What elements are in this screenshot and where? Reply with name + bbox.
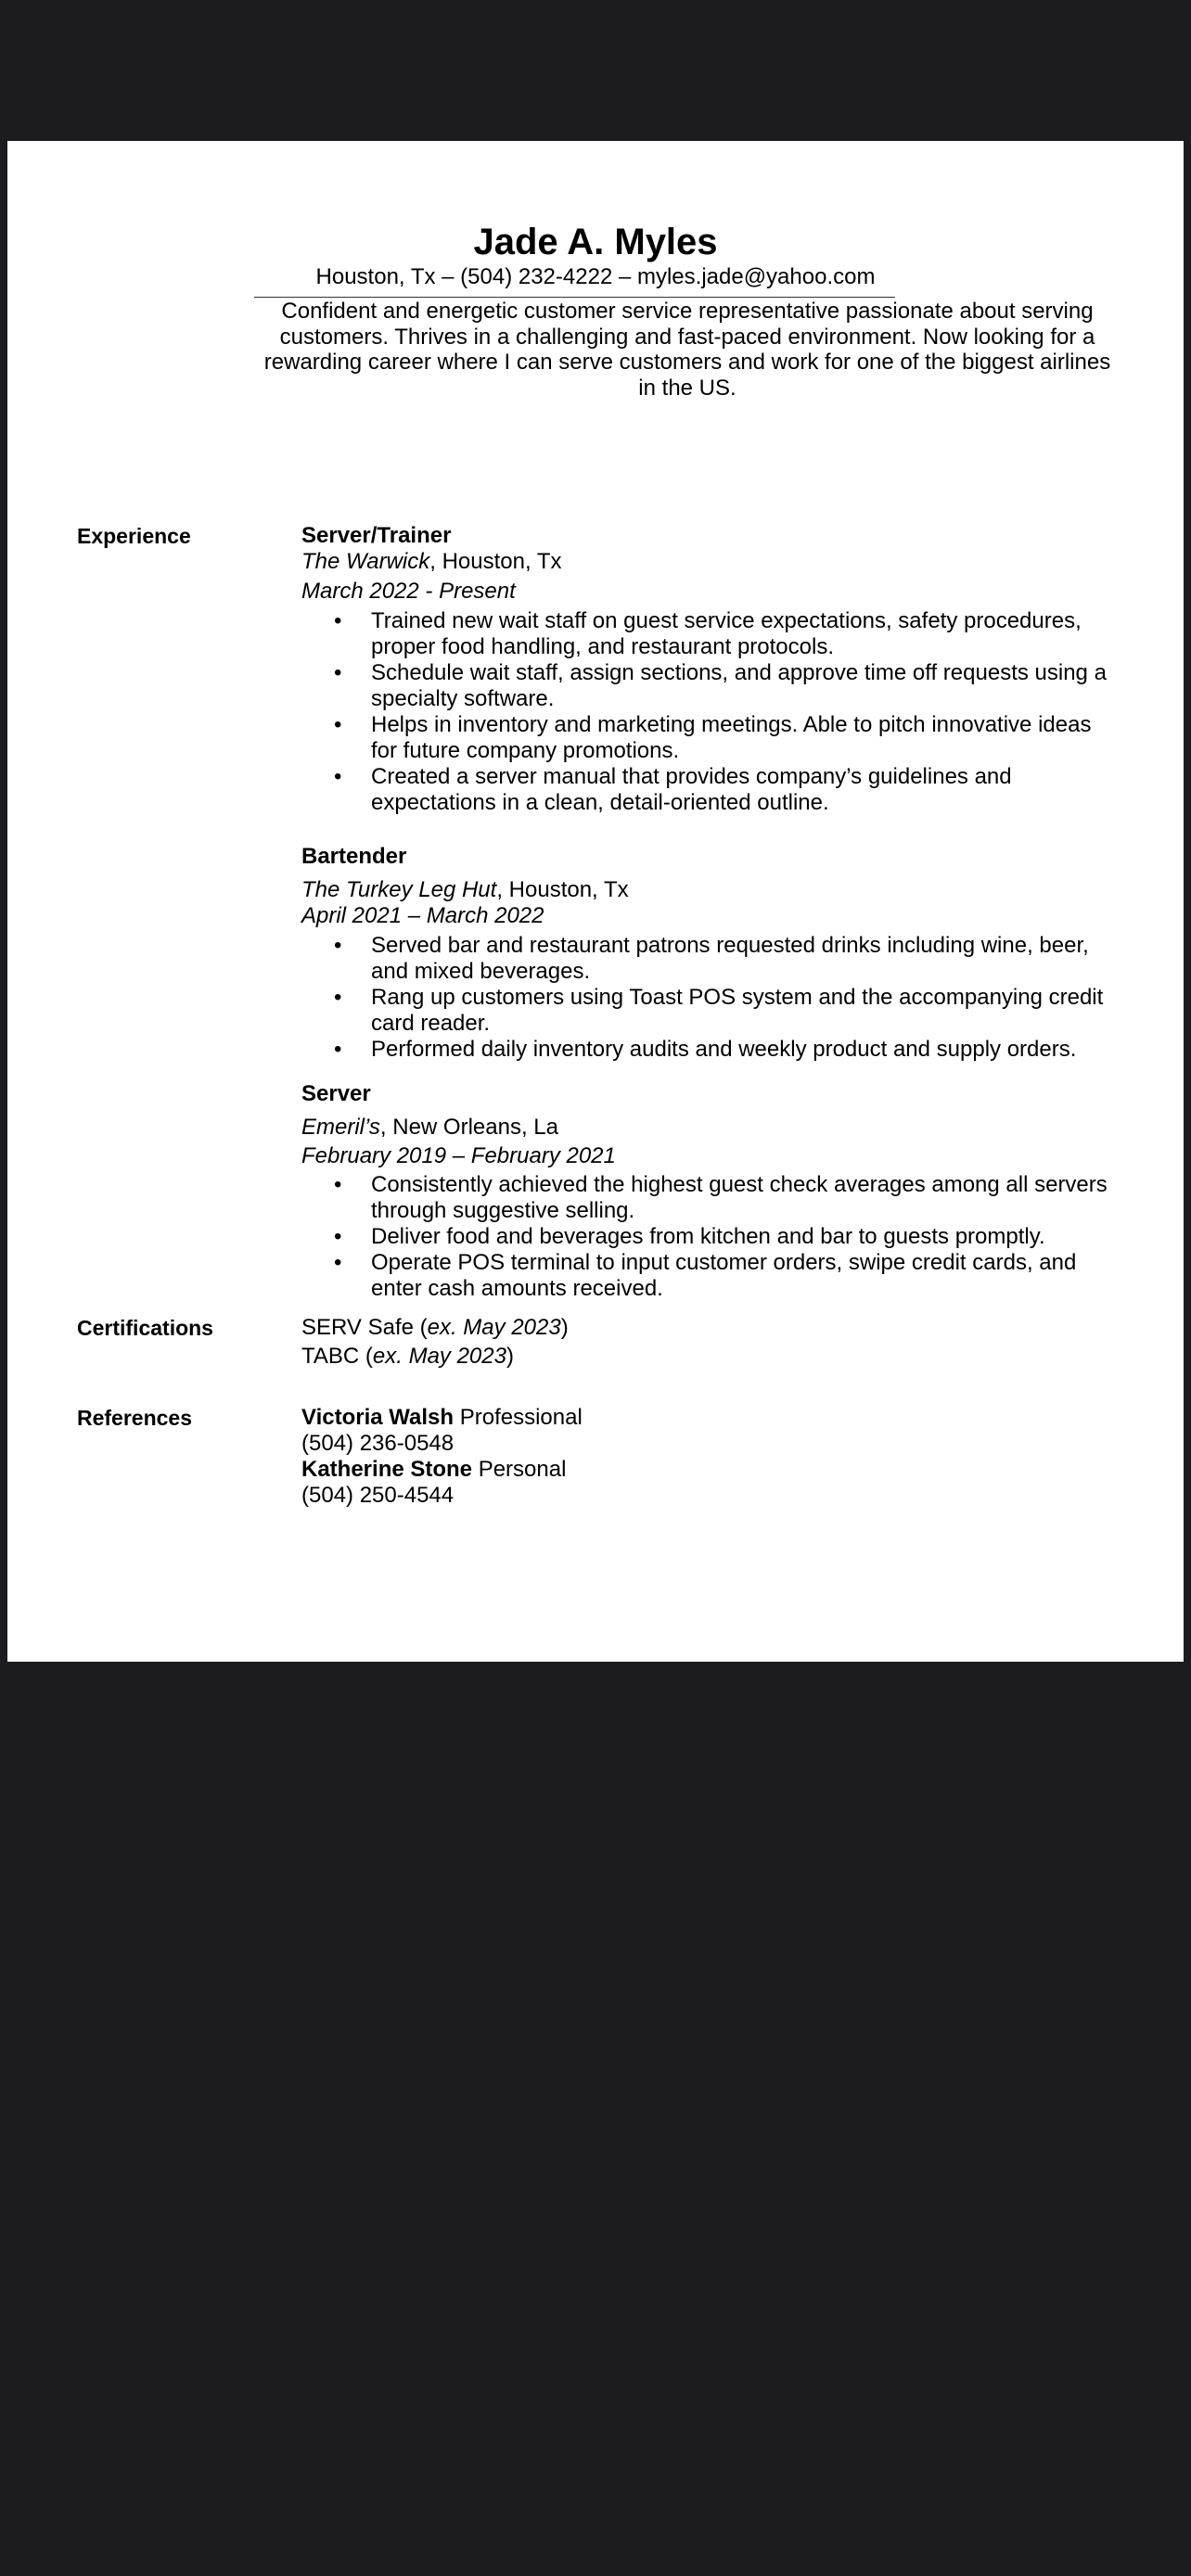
certification-item: SERV Safe (ex. May 2023): [301, 1315, 569, 1340]
summary-text: Confident and energetic customer service representative passionate about serving customers. Thrives in a challenging and fast-paced environment. Now looking for a rewarding career where I can serve customers and work for one of the biggest airlines in the US.: [263, 299, 1111, 401]
job-employer-line: [301, 1115, 1118, 1141]
bullet-icon: •: [334, 1250, 342, 1275]
bullet-icon: •: [334, 764, 342, 789]
list-item: • Consistently achieved the highest guest check averages among all servers through suggestive selling.: [334, 1172, 1108, 1223]
list-item: • Operate POS terminal to input customer orders, swipe credit cards, and enter cash amounts received.: [334, 1250, 1077, 1301]
job-employer-line: [301, 549, 1118, 575]
resume-page: [7, 141, 1184, 1662]
list-item: • Performed daily inventory audits and weekly product and supply orders.: [334, 1037, 1077, 1062]
job-bullets: [301, 933, 1118, 1063]
job-location: , Houston, Tx: [429, 549, 562, 574]
list-item: • Served bar and restaurant patrons requested drinks including wine, beer, and mixed beverages.: [334, 933, 1089, 984]
list-item: • Helps in inventory and marketing meetings. Able to pitch innovative ideas for future company promotions.: [334, 712, 1092, 763]
bullet-icon: •: [334, 608, 342, 633]
references-heading: References: [77, 1406, 193, 1430]
job-3: [301, 1081, 1118, 1302]
certifications-list: [301, 1315, 1118, 1370]
job-bullets: [301, 1172, 1118, 1302]
reference-phone: (504) 236-0548: [301, 1431, 455, 1456]
job-employer: The Turkey Leg Hut: [301, 877, 497, 902]
list-item: • Trained new wait staff on guest service expectations, safety procedures, proper food handling, and restaurant protocols.: [334, 608, 1082, 659]
job-employer: The Warwick: [301, 549, 430, 574]
job-location: , Houston, Tx: [496, 877, 629, 902]
list-item: • Schedule wait staff, assign sections, and approve time off requests using a specialty software.: [334, 660, 1107, 711]
job-2: [301, 844, 1118, 1063]
experience-heading: Experience: [77, 524, 191, 548]
job-title: Bartender: [301, 844, 407, 869]
contact-line: Houston, Tx – (504) 232-4222 – myles.jade@yahoo.com: [315, 264, 876, 289]
job-dates: February 2019 – February 2021: [301, 1143, 616, 1168]
job-employer: Emeril’s: [301, 1115, 380, 1140]
reference-name: Katherine Stone Personal: [301, 1457, 567, 1482]
header-divider: [254, 297, 895, 298]
bullet-icon: •: [334, 712, 342, 737]
bullet-icon: •: [334, 933, 342, 958]
job-title: Server/Trainer: [301, 523, 452, 548]
reference-phone: (504) 250-4544: [301, 1483, 455, 1508]
job-location: , New Orleans, La: [379, 1115, 558, 1140]
references-list: [301, 1405, 1118, 1509]
bullet-icon: •: [334, 1172, 342, 1197]
reference-name: Victoria Walsh Professional: [301, 1405, 583, 1430]
list-item: • Deliver food and beverages from kitchen and bar to guests promptly.: [334, 1224, 1045, 1249]
bullet-icon: •: [334, 985, 342, 1010]
candidate-name: Jade A. Myles: [473, 222, 718, 262]
list-item: • Rang up customers using Toast POS system and the accompanying credit card reader.: [334, 985, 1104, 1036]
certifications-heading: Certifications: [77, 1316, 213, 1340]
job-title: Server: [301, 1081, 371, 1106]
job-1: [301, 523, 1118, 816]
bullet-icon: •: [334, 660, 342, 685]
bullet-icon: •: [334, 1037, 342, 1062]
job-bullets: [301, 608, 1118, 816]
bullet-icon: •: [334, 1224, 342, 1249]
job-employer-line: [301, 877, 1118, 903]
job-dates: April 2021 – March 2022: [301, 903, 544, 928]
certification-item: TABC (ex. May 2023): [301, 1344, 514, 1369]
list-item: • Created a server manual that provides company’s guidelines and expectations in a clean, detail-oriented outline.: [334, 764, 1012, 815]
job-dates: March 2022 - Present: [301, 579, 516, 604]
